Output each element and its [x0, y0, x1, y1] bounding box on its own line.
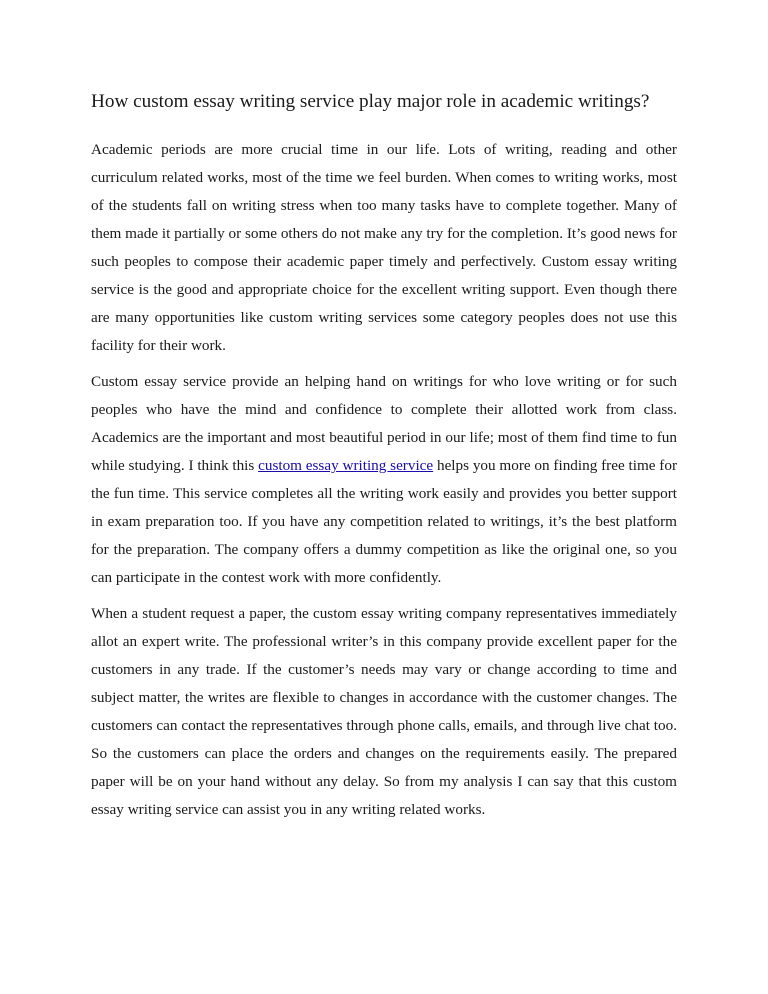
custom-essay-writing-service-link[interactable]: custom essay writing service	[258, 457, 434, 474]
paragraph-service-text-after: helps you more on finding free time for the fun time. This service completes all the writing work easily and provides you better support in exam preparation too. If you have any competition related to writings, it’s the best platform for the preparation. The company offers a dummy competition as like the original one, so you can participate in the contest work with more confidently.	[91, 457, 678, 586]
paragraph-service-text-before: Custom essay service provide an helping hand on writings for who love writing or for such peoples who have the mind and confidence to complete their allotted work from class. Academics are the important and most beautiful period in our life; most of them find time to fun while studying. I think this	[91, 373, 677, 474]
paragraph-service	[91, 368, 677, 592]
document-page	[91, 88, 677, 832]
document-title: How custom essay writing service play major role in academic writings?	[91, 91, 650, 112]
paragraph-intro: Academic periods are more crucial time in our life. Lots of writing, reading and other curriculum related works, most of the time we feel burden. When comes to writing works, most of the students fall on writing stress when too many tasks have to complete together. Many of them made it partially or some others do not make any try for the completion. It’s good news for such peoples to compose their academic paper timely and perfectively. Custom essay writing service is the good and appropriate choice for the excellent writing support. Even though there are many opportunities like custom writing services some category peoples does not use this facility for their work.	[91, 141, 677, 354]
paragraph-process: When a student request a paper, the custom essay writing company representatives immediately allot an expert write. The professional writer’s in this company provide excellent paper for the customers in any trade. If the customer’s needs may vary or change according to time and subject matter, the writes are flexible to changes in accordance with the customer changes. The customers can contact the representatives through phone calls, emails, and through live chat too. So the customers can place the orders and changes on the requirements easily. The prepared paper will be on your hand without any delay. So from my analysis I can say that this custom essay writing service can assist you in any writing related works.	[91, 605, 677, 818]
